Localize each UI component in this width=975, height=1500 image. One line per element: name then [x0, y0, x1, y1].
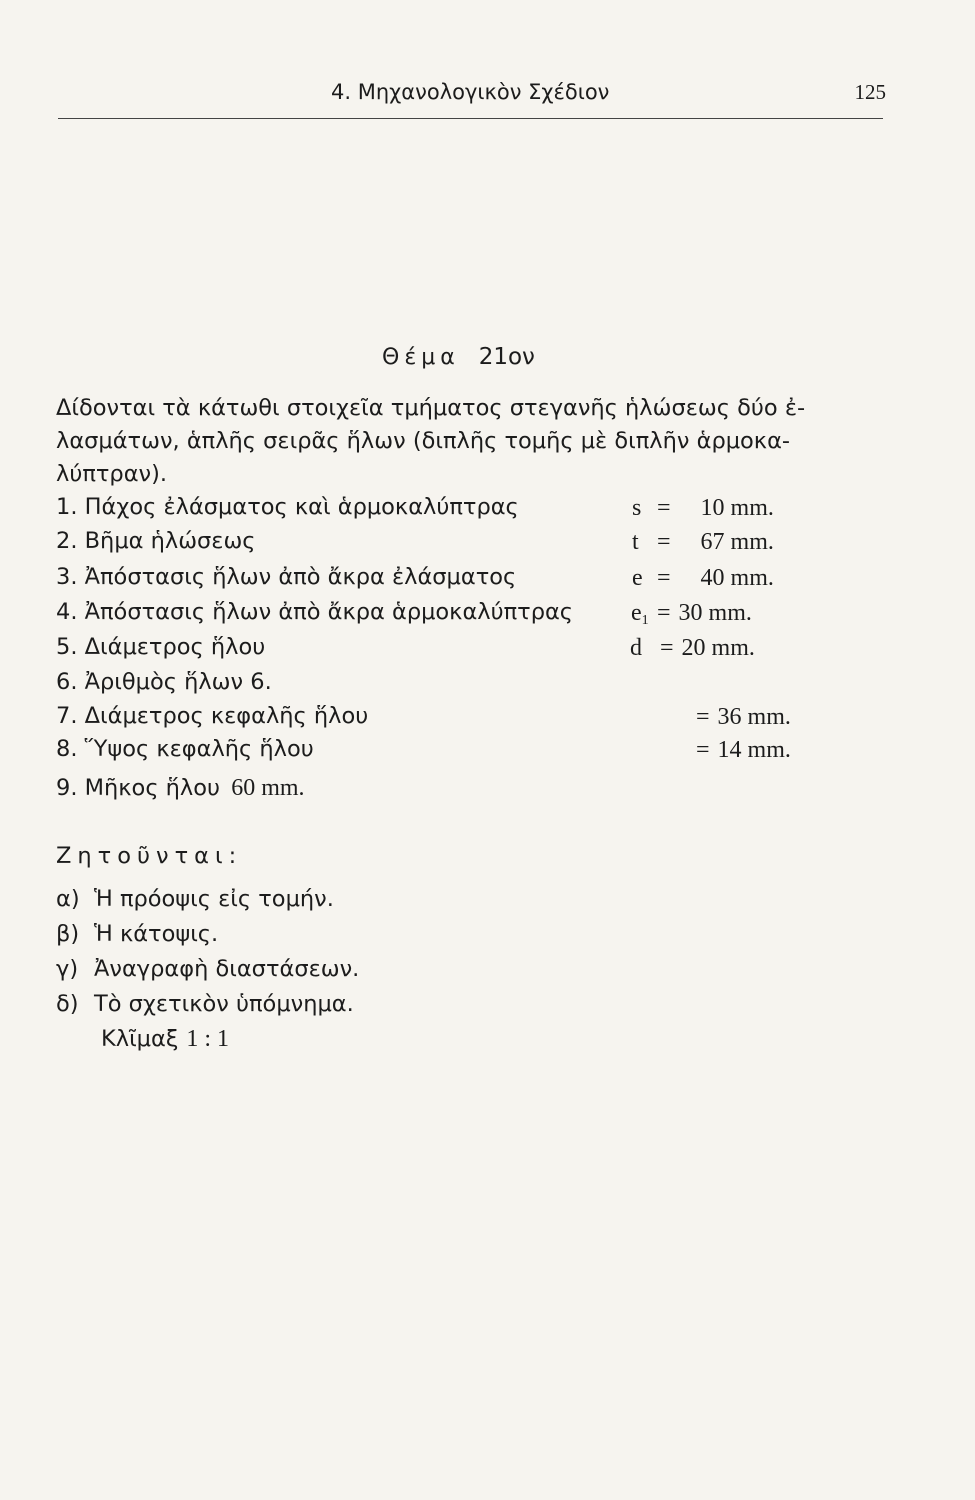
- item-inline-value: 60 mm.: [231, 775, 305, 801]
- value-text: 10 mm.: [700, 495, 774, 521]
- requirement-item: [56, 991, 354, 1017]
- requirement-text: Ἀναγραφὴ διαστάσεων.: [94, 956, 360, 982]
- list-item: [56, 599, 573, 633]
- item-text: 6. Ἀριθμὸς ἥλων 6.: [56, 669, 272, 695]
- value-text: 67 mm.: [700, 529, 774, 555]
- equals-sign: =: [657, 495, 671, 521]
- page-header: [56, 80, 886, 114]
- requirement-item: [56, 956, 359, 982]
- word: ἁρμοκα-: [696, 428, 791, 454]
- header-divider: [58, 118, 883, 119]
- value-text: 36 mm.: [717, 704, 791, 730]
- item-value: [696, 737, 791, 764]
- list-item: [56, 703, 368, 737]
- intro-line-1: [56, 392, 891, 425]
- word: ἥλων: [346, 428, 406, 454]
- equals-sign: =: [657, 529, 671, 555]
- word: τμήματος: [390, 395, 503, 421]
- list-item: [56, 736, 314, 770]
- equals-sign: =: [657, 565, 671, 591]
- requirement-marker: γ): [56, 956, 79, 982]
- intro-line-3: λύπτραν).: [56, 461, 168, 487]
- item-text: 5. Διάμετρος ἥλου: [56, 634, 266, 660]
- item-value: [657, 529, 774, 556]
- item-value: [657, 495, 774, 522]
- word: σειρᾶς: [263, 428, 340, 454]
- requirement-marker: δ): [56, 991, 79, 1017]
- requirement-text: Ἡ πρόοψις εἰς τομήν.: [94, 886, 334, 912]
- item-text: 3. Ἀπόστασις ἥλων ἀπὸ ἄκρα ἐλάσματος: [56, 564, 517, 590]
- item-text: 9. Μῆκος ἥλου: [56, 775, 221, 801]
- item-text: 1. Πάχος ἐλάσματος καὶ ἁρμοκαλύπτρας: [56, 494, 519, 520]
- list-item: [56, 634, 265, 668]
- equals-sign: =: [657, 600, 671, 626]
- list-item: [56, 564, 516, 598]
- requirement-marker: α): [56, 886, 80, 912]
- list-item: [56, 528, 256, 562]
- equals-sign: =: [696, 737, 710, 763]
- item-value: [657, 565, 774, 592]
- item-symbol: e: [632, 565, 643, 591]
- equals-sign: =: [696, 704, 710, 730]
- requirements-heading: Ζητοῦνται:: [56, 843, 243, 869]
- word: ἁπλῆς: [186, 428, 256, 454]
- word: δύο: [737, 395, 778, 421]
- item-symbol: [631, 600, 649, 629]
- word: τὰ: [162, 395, 191, 421]
- theme-title: [382, 344, 535, 370]
- item-symbol: s: [632, 495, 642, 521]
- word: (διπλῆς: [412, 428, 498, 454]
- word: διπλῆν: [614, 428, 690, 454]
- word: λασμάτων,: [56, 428, 180, 454]
- word: κάτωθι: [197, 395, 280, 421]
- item-text: 8. Ὕψος κεφαλῆς ἥλου: [56, 736, 314, 762]
- item-text: 7. Διάμετρος κεφαλῆς ἥλου: [56, 703, 369, 729]
- scale-label: Κλῖμαξ: [101, 1026, 179, 1052]
- list-item: [56, 775, 305, 809]
- value-text: 14 mm.: [717, 737, 791, 763]
- item-symbol: t: [632, 529, 639, 555]
- word: τομῆς: [504, 428, 574, 454]
- item-value: [696, 704, 791, 731]
- intro-line-2: [56, 425, 891, 458]
- item-text: 4. Ἀπόστασις ἥλων ἀπὸ ἄκρα ἁρμοκαλύπτρας: [56, 599, 574, 625]
- page-number: 125: [854, 80, 886, 104]
- item-text: 2. Βῆμα ἡλώσεως: [56, 528, 256, 554]
- word: Δίδονται: [56, 395, 156, 421]
- requirement-marker: β): [56, 921, 80, 947]
- word: στοιχεῖα: [286, 395, 384, 421]
- item-value: [660, 635, 755, 662]
- word: στεγανῆς: [509, 395, 618, 421]
- word: μὲ: [580, 428, 608, 454]
- theme-label: Θέμα: [382, 345, 460, 370]
- intro-paragraph: [56, 392, 891, 491]
- chapter-title: 4. Μηχανολογικὸν Σχέδιον: [331, 80, 610, 104]
- theme-number: 21ον: [478, 344, 535, 370]
- requirement-item: [56, 921, 218, 947]
- symbol-letter: e: [631, 600, 642, 626]
- requirement-item: [56, 886, 334, 912]
- value-text: 40 mm.: [700, 565, 774, 591]
- value-text: 30 mm.: [678, 600, 752, 626]
- requirement-text: Τὸ σχετικὸν ὑπόμνημα.: [94, 991, 354, 1017]
- list-item: [56, 494, 519, 528]
- scale-line: [101, 1026, 229, 1053]
- requirement-text: Ἡ κάτοψις.: [94, 921, 219, 947]
- word: ἡλώσεως: [625, 395, 730, 421]
- item-value: [657, 600, 752, 627]
- item-symbol: d: [630, 635, 642, 661]
- scale-ratio: 1 : 1: [186, 1026, 230, 1052]
- equals-sign: =: [660, 635, 674, 661]
- value-text: 20 mm.: [681, 635, 755, 661]
- list-item: [56, 669, 272, 703]
- word: ἐ-: [784, 395, 806, 421]
- symbol-subscript: 1: [641, 613, 649, 628]
